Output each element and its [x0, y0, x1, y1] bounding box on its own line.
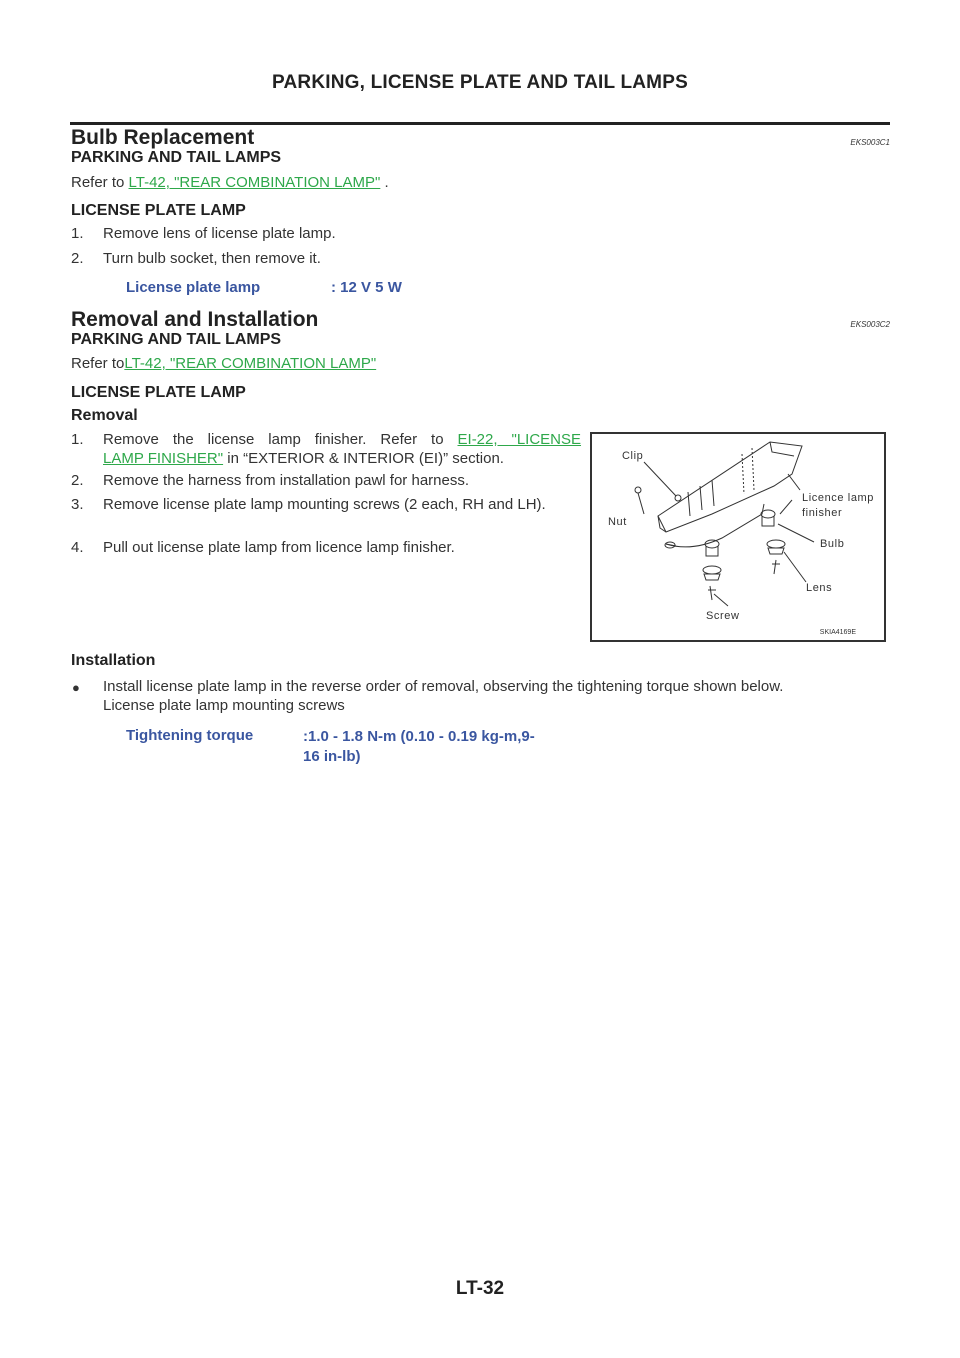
bullet-icon: ●: [72, 680, 80, 695]
exploded-diagram: [590, 432, 886, 642]
link-ei22[interactable]: EI-22, "LICENSE: [457, 431, 582, 448]
subheading-license-plate-lamp: LICENSE PLATE LAMP: [71, 202, 246, 219]
subheading-removal: Removal: [71, 407, 138, 424]
torque-label: Tightening torque: [126, 727, 254, 744]
refer-suffix: .: [380, 174, 389, 191]
section-code: EKS003C1: [850, 138, 890, 147]
label-bulb: Bulb: [820, 538, 845, 550]
subheading-parking-tail: PARKING AND TAIL LAMPS: [71, 331, 282, 348]
page-header: PARKING, LICENSE PLATE AND TAIL LAMPS: [272, 72, 688, 93]
refer-text: [71, 174, 389, 191]
figure-code: SKIA4169E: [819, 629, 856, 636]
installation-bullet: Install license plate lamp in the reverse order of removal, observing the tightening torque shown below. License plate lamp mounting screws: [103, 678, 784, 714]
refer-prefix: Refer to: [71, 174, 129, 191]
finisher-outline: [658, 442, 802, 532]
refer-text: [71, 355, 376, 372]
subheading-parking-tail: PARKING AND TAIL LAMPS: [71, 149, 282, 166]
label-screw: Screw: [706, 610, 740, 622]
list-item: 1. Remove the license lamp finisher. Refer to EI-22, "LICENSE LAMP FINISHER" in “EXTERIOR & INTERIOR (EI)” section.: [71, 431, 582, 467]
list-item: 2. Remove the harness from installation pawl for harness.: [71, 472, 470, 489]
spec-label: License plate lamp: [126, 279, 261, 296]
spec-value: : 12 V 5 W: [331, 279, 402, 296]
link-lt42[interactable]: LT-42, "REAR COMBINATION LAMP": [124, 355, 377, 372]
label-finisher-2: finisher: [802, 507, 843, 519]
subheading-license-plate-lamp: LICENSE PLATE LAMP: [71, 384, 246, 401]
label-nut: Nut: [608, 516, 627, 528]
subheading-installation: Installation: [71, 652, 156, 669]
torque-value: :1.0 - 1.8 N-m (0.10 - 0.19 kg-m,9- 16 in-lb): [303, 728, 535, 765]
label-finisher: Licence lamp: [802, 492, 875, 504]
list-item: 2. Turn bulb socket, then remove it.: [71, 250, 321, 267]
link-lt42[interactable]: LT-42, "REAR COMBINATION LAMP": [128, 174, 381, 191]
link-ei22-cont[interactable]: LAMP FINISHER": [103, 450, 224, 467]
section-code: EKS003C2: [850, 320, 890, 329]
label-lens: Lens: [806, 582, 833, 594]
list-item: 3. Remove license plate lamp mounting screws (2 each, RH and LH).: [71, 496, 546, 513]
header-rule: [70, 122, 890, 125]
list-item: 1. Remove lens of license plate lamp.: [71, 225, 336, 242]
list-item: 4. Pull out license plate lamp from licence lamp finisher.: [71, 539, 455, 556]
page-number: LT-32: [455, 1278, 505, 1299]
refer-prefix: Refer to: [71, 355, 125, 372]
label-clip: Clip: [622, 450, 644, 462]
section-title-removal-installation: Removal and Installation: [71, 308, 319, 331]
section-title-bulb-replacement: Bulb Replacement: [71, 126, 255, 149]
